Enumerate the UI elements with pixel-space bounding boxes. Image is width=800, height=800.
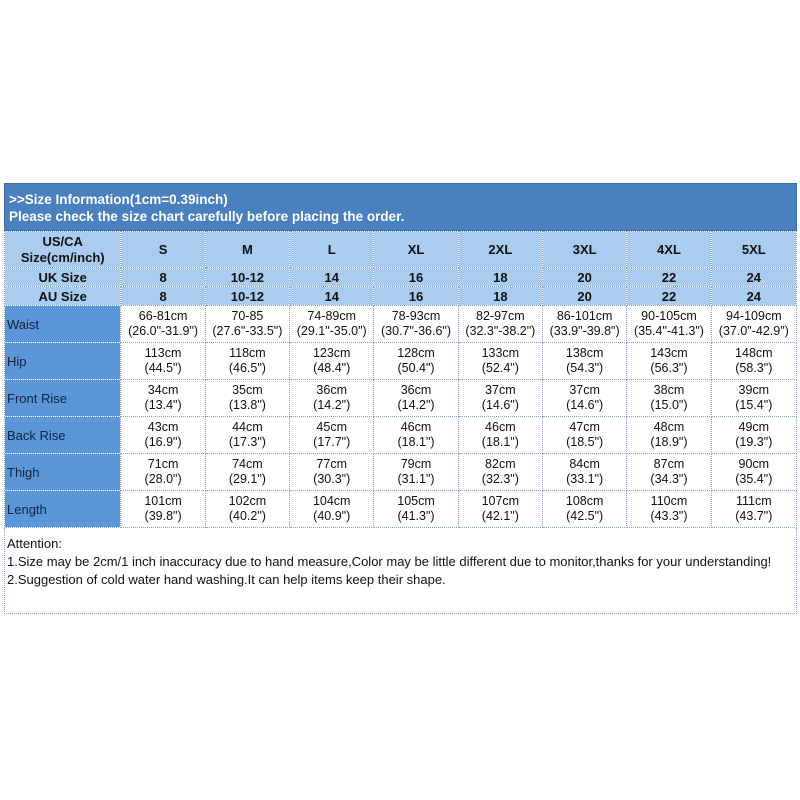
uk-size-cell: 20	[543, 268, 627, 287]
measurement-inch: (40.2")	[228, 509, 266, 523]
measurement-cm: 87cm	[653, 457, 685, 471]
measurement-inch: (13.8")	[228, 398, 266, 412]
measurement-cell	[543, 491, 627, 528]
measurement-inch: (29.1"-35.0")	[296, 324, 367, 338]
measurement-cell	[205, 454, 289, 491]
measurement-cm: 34cm	[147, 383, 179, 397]
measurement-cm: 84cm	[569, 457, 600, 471]
measurement-cm: 36cm	[316, 383, 347, 397]
size-header: 3XL	[543, 232, 627, 268]
measurement-inch: (42.1")	[481, 509, 519, 523]
measurement-cell	[543, 380, 627, 417]
measurement-label: Back Rise	[5, 417, 121, 454]
measurement-cell	[627, 491, 711, 528]
measurement-cell	[121, 380, 205, 417]
measurement-cm: 70-85	[231, 309, 264, 323]
measurement-cell	[290, 380, 374, 417]
measurement-row	[5, 417, 797, 454]
measurement-cell	[374, 417, 458, 454]
measurement-row	[5, 491, 797, 528]
uk-size-cell: 14	[290, 268, 374, 287]
measurement-cm: 128cm	[397, 346, 435, 360]
banner-subtitle: Please check the size chart carefully before placing the order.	[9, 209, 405, 224]
au-size-cell: 22	[627, 287, 711, 306]
measurement-cm: 105cm	[397, 494, 435, 508]
measurement-inch: (50.4")	[397, 361, 435, 375]
measurement-inch: (54.3")	[566, 361, 604, 375]
measurement-inch: (14.6")	[481, 398, 519, 412]
measurement-cm: 110cm	[650, 494, 688, 508]
measurement-cm: 118cm	[229, 346, 266, 360]
measurement-cm: 107cm	[481, 494, 520, 508]
attention-title: Attention:	[7, 536, 62, 551]
measurement-cm: 46cm	[485, 420, 516, 434]
measurement-cell	[374, 343, 458, 380]
measurement-cm: 86-101cm	[556, 309, 613, 323]
measurement-inch: (52.4")	[481, 361, 519, 375]
uk-size-cell: 10-12	[205, 268, 289, 287]
measurement-inch: (41.3")	[397, 509, 435, 523]
measurement-cm: 94-109cm	[726, 309, 782, 323]
measurement-cm: 37cm	[485, 383, 516, 397]
measurement-cell	[205, 343, 289, 380]
measurement-cm: 82-97cm	[476, 309, 525, 323]
size-header: S	[121, 232, 205, 268]
measurement-cm: 49cm	[738, 420, 770, 434]
attention-notes	[4, 528, 797, 614]
measurement-cell	[627, 417, 711, 454]
measurement-inch: (39.8")	[144, 509, 182, 523]
measurement-cell	[543, 417, 627, 454]
measurement-row	[5, 343, 797, 380]
measurement-inch: (18.1")	[481, 435, 519, 449]
measurement-cm: 77cm	[316, 457, 347, 471]
measurement-cell	[711, 454, 796, 491]
measurement-cm: 123cm	[312, 346, 351, 360]
measurement-inch: (35.4")	[735, 472, 773, 486]
measurement-cell	[121, 417, 205, 454]
banner-title: >>Size Information(1cm=0.39inch)	[9, 192, 228, 207]
measurement-inch: (30.3")	[313, 472, 351, 486]
measurement-cell	[711, 417, 796, 454]
measurement-inch: (33.1")	[566, 472, 604, 486]
measurement-inch: (32.3"-38.2")	[465, 324, 536, 338]
au-size-cell: 14	[290, 287, 374, 306]
measurement-inch: (32.3")	[481, 472, 519, 486]
us-size-row	[5, 232, 797, 268]
measurement-row	[5, 454, 797, 491]
measurement-cm: 38cm	[653, 383, 685, 397]
measurement-cm: 35cm	[232, 383, 263, 397]
au-size-cell: 10-12	[205, 287, 289, 306]
measurement-inch: (40.9")	[313, 509, 351, 523]
measurement-inch: (14.2")	[313, 398, 351, 412]
measurement-inch: (34.3")	[650, 472, 688, 486]
measurement-inch: (13.4")	[144, 398, 182, 412]
au-size-cell: 18	[458, 287, 542, 306]
measurement-inch: (16.9")	[144, 435, 182, 449]
uk-size-cell: 18	[458, 268, 542, 287]
measurement-cell	[374, 491, 458, 528]
table-corner-header: US/CA Size(cm/inch)	[5, 232, 121, 268]
measurement-cell	[458, 343, 542, 380]
measurement-cell	[543, 343, 627, 380]
measurement-row	[5, 380, 797, 417]
measurement-cell	[627, 380, 711, 417]
measurement-cm: 143cm	[650, 346, 688, 360]
au-size-cell: 24	[711, 287, 796, 306]
size-header: M	[205, 232, 289, 268]
measurement-label: Waist	[5, 306, 121, 343]
measurement-cell	[374, 306, 458, 343]
au-size-cell: 8	[121, 287, 205, 306]
measurement-cm: 43cm	[147, 420, 179, 434]
au-size-row	[5, 287, 797, 306]
measurement-cell	[205, 417, 289, 454]
measurement-inch: (48.4")	[313, 361, 351, 375]
measurement-cm: 113cm	[144, 346, 182, 360]
measurement-cm: 82cm	[485, 457, 516, 471]
measurement-inch: (56.3")	[650, 361, 688, 375]
measurement-inch: (44.5")	[144, 361, 182, 375]
measurement-inch: (18.5")	[566, 435, 604, 449]
size-chart	[4, 183, 797, 614]
measurement-cell	[458, 417, 542, 454]
measurement-cell	[121, 306, 205, 343]
measurement-cm: 45cm	[316, 420, 347, 434]
uk-size-cell: 16	[374, 268, 458, 287]
measurement-cell	[205, 380, 289, 417]
measurement-cell	[543, 306, 627, 343]
measurement-cm: 138cm	[565, 346, 604, 360]
measurement-cm: 104cm	[312, 494, 351, 508]
measurement-inch: (17.3")	[228, 435, 266, 449]
measurement-cell	[543, 454, 627, 491]
measurement-cell	[458, 491, 542, 528]
measurement-inch: (35.4"-41.3")	[633, 324, 704, 338]
measurement-inch: (33.9"-39.8")	[549, 324, 620, 338]
uk-size-row	[5, 268, 797, 287]
measurement-row	[5, 306, 797, 343]
measurement-cell	[711, 380, 796, 417]
measurement-inch: (26.0"-31.9")	[128, 324, 199, 338]
measurement-cm: 111cm	[735, 494, 772, 508]
size-header: 4XL	[627, 232, 711, 268]
uk-size-cell: 22	[627, 268, 711, 287]
measurement-cm: 102cm	[228, 494, 267, 508]
measurement-cm: 37cm	[569, 383, 600, 397]
attention-note-2: 2.Suggestion of cold water hand washing.It can help items keep their shape.	[7, 572, 446, 587]
measurement-cm: 74cm	[232, 457, 263, 471]
measurement-cm: 39cm	[738, 383, 770, 397]
measurement-inch: (15.0")	[650, 398, 688, 412]
measurement-inch: (19.3")	[735, 435, 773, 449]
size-info-banner	[4, 183, 797, 231]
measurement-cm: 48cm	[653, 420, 685, 434]
measurement-cell	[711, 343, 796, 380]
measurement-inch: (15.4")	[735, 398, 773, 412]
uk-size-cell: 8	[121, 268, 205, 287]
measurement-cm: 74-89cm	[307, 309, 357, 323]
measurement-cell	[627, 454, 711, 491]
measurement-cm: 90-105cm	[641, 309, 697, 323]
measurement-cell	[374, 454, 458, 491]
measurement-cell	[205, 491, 289, 528]
measurement-inch: (14.2")	[397, 398, 435, 412]
measurement-inch: (30.7"-36.6")	[381, 324, 452, 338]
measurement-inch: (14.6")	[566, 398, 604, 412]
measurement-label: Length	[5, 491, 121, 528]
measurement-cell	[711, 491, 796, 528]
measurement-inch: (18.9")	[650, 435, 688, 449]
measurement-cell	[290, 306, 374, 343]
measurement-inch: (46.5")	[228, 361, 266, 375]
au-size-cell: 16	[374, 287, 458, 306]
size-header: 2XL	[458, 232, 542, 268]
measurement-label: Thigh	[5, 454, 121, 491]
measurement-cell	[458, 380, 542, 417]
measurement-cell	[290, 417, 374, 454]
measurement-cell	[374, 380, 458, 417]
measurement-cm: 71cm	[147, 457, 179, 471]
measurement-cell	[121, 343, 205, 380]
measurement-cm: 66-81cm	[138, 309, 188, 323]
measurement-cm: 101cm	[144, 494, 182, 508]
measurement-cell	[121, 491, 205, 528]
measurement-cell	[458, 454, 542, 491]
measurement-cell	[121, 454, 205, 491]
au-size-label: AU Size	[5, 287, 121, 306]
measurement-cm: 46cm	[400, 420, 432, 434]
au-size-cell: 20	[543, 287, 627, 306]
measurement-inch: (42.5")	[566, 509, 604, 523]
measurement-cell	[205, 306, 289, 343]
measurement-label: Hip	[5, 343, 121, 380]
measurement-cm: 90cm	[738, 457, 770, 471]
measurement-cell	[711, 306, 796, 343]
measurement-cm: 133cm	[481, 346, 520, 360]
attention-note-1: 1.Size may be 2cm/1 inch inaccuracy due to hand measure,Color may be little different due to monitor,thanks for your understanding!	[7, 554, 772, 569]
measurement-inch: (29.1")	[228, 472, 266, 486]
measurement-cm: 79cm	[400, 457, 432, 471]
size-header: L	[290, 232, 374, 268]
measurement-inch: (27.6"-33.5")	[212, 324, 283, 338]
measurement-inch: (28.0")	[144, 472, 182, 486]
measurement-cell	[627, 306, 711, 343]
measurement-inch: (17.7")	[313, 435, 351, 449]
measurement-cell	[627, 343, 711, 380]
size-table	[4, 231, 797, 528]
measurement-inch: (43.7")	[735, 509, 773, 523]
measurement-cell	[290, 491, 374, 528]
uk-size-label: UK Size	[5, 268, 121, 287]
measurement-inch: (18.1")	[397, 435, 435, 449]
measurement-cm: 108cm	[565, 494, 604, 508]
measurement-cm: 47cm	[569, 420, 600, 434]
measurement-cm: 148cm	[735, 346, 773, 360]
measurement-cell	[290, 454, 374, 491]
measurement-inch: (37.0"-42.9")	[718, 324, 789, 338]
measurement-cm: 36cm	[400, 383, 432, 397]
measurement-cm: 44cm	[232, 420, 263, 434]
size-header: XL	[374, 232, 458, 268]
measurement-cell	[290, 343, 374, 380]
measurement-inch: (31.1")	[397, 472, 435, 486]
measurement-label: Front Rise	[5, 380, 121, 417]
size-header: 5XL	[711, 232, 796, 268]
measurement-inch: (43.3")	[650, 509, 688, 523]
measurement-cm: 78-93cm	[391, 309, 441, 323]
uk-size-cell: 24	[711, 268, 796, 287]
measurement-cell	[458, 306, 542, 343]
measurement-inch: (58.3")	[735, 361, 773, 375]
